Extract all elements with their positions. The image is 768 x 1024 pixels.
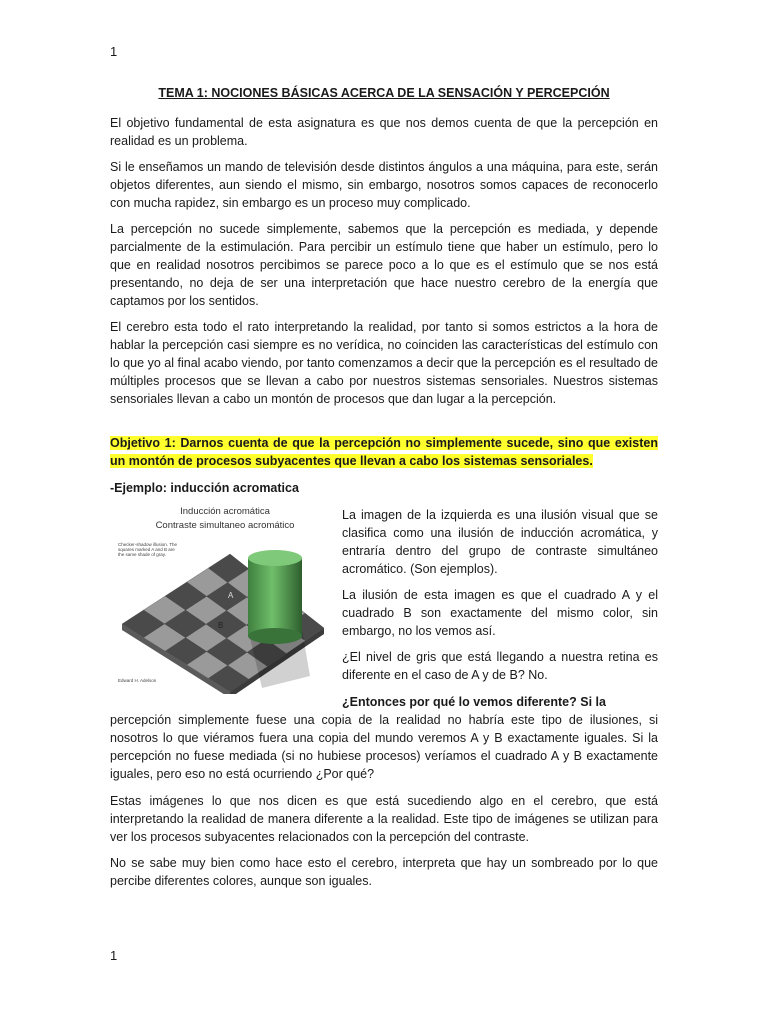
- page-number-top: 1: [110, 44, 118, 59]
- paragraph-brain-interprets: El cerebro esta todo el rato interpretando la realidad, por tanto si somos estrictos a la hora de hablar la percepción casi siempre es no verídica, no coinciden las características del estímulo con lo que yo al final acabo viendo, por tanto comenzamos a decir que la percepción es el resultado de múltiples procesos que se llevan a cabo por nuestros sistemas sensoriales. Nuestros sistemas sensoriales llevan a cabo un montón de procesos que dan lugar a la percepción.: [110, 320, 658, 406]
- document-title: TEMA 1: NOCIONES BÁSICAS ACERCA DE LA SENSACIÓN Y PERCEPCIÓN: [158, 86, 610, 100]
- page-number-bottom: 1: [110, 948, 118, 963]
- objective-highlight: Objetivo 1: Darnos cuenta de que la percepción no simplemente sucede, sino que existen un montón de procesos subyacentes que llevan a cabo los sistemas sensoriales.: [110, 436, 658, 468]
- paragraph-shading: No se sabe muy bien como hace esto el cerebro, interpreta que hay un sombreado por lo que percibe diferentes colores, aunque son iguales.: [110, 856, 658, 888]
- example-heading: -Ejemplo: inducción acromatica: [110, 481, 299, 495]
- paragraph-brain-interpretation: Estas imágenes lo que nos dicen es que está sucediendo algo en el cerebro, que está interpretando la realidad de manera diferente a la realidad. Este tipo de imágenes se utilizan para ver los procesos subyacentes relacionados con la percepción del contraste.: [110, 794, 658, 844]
- green-cylinder: [248, 558, 302, 636]
- paragraph-gray-level-question: ¿El nivel de gris que está llegando a nuestra retina es diferente en el caso de A y de B? No.: [342, 650, 658, 682]
- figure-caption-subtitle: Contraste simultaneo acromático: [155, 520, 295, 531]
- square-a-label: A: [228, 591, 234, 600]
- paragraph-tv-remote: Si le enseñamos un mando de televisión desde distintos ángulos a una máquina, para este, serán objetos diferentes, aun siendo el mismo, sin embargo, nosotros somos capaces de reconocerlo con mucha rapidez, sin embargo es un proceso muy complicado.: [110, 160, 658, 210]
- checker-shadow-illusion-figure: [110, 502, 340, 694]
- paragraph-why-different: percepción simplemente fuese una copia de la realidad no habría este tipo de ilusiones, si nosotros lo que viéramos fuera una copia del mundo veremos A y B exactamente iguales. Si la percepción no fuese mediada (si no hubiese procesos) veríamos el cuadrado A y B exactamente iguales, pero eso no está ocurriendo ¿Por qué?: [110, 713, 658, 781]
- paragraph-illusion-classification: La imagen de la izquierda es una ilusión visual que se clasifica como una ilusión de inducción acromática, y entraría dentro del grupo de contraste simultáneo acromático. (Son ejemplos).: [342, 508, 658, 576]
- checkerboard-image: [110, 502, 340, 694]
- figure-note: Checker-shadow illusion. The squares marked A and B are the same shade of gray.: [118, 542, 177, 557]
- paragraph-perception-mediated: La percepción no sucede simplemente, sabemos que la percepción es mediada, y depende parcialmente de la estimulación. Para percibir un estímulo tiene que haber un estímulo, pero lo que en realidad nosotros percibimos se parece poco a lo que es el estímulo que se nos está presentando, no deja de ser una interpretación que hace nuestro cerebro de la energía que captamos por los sentidos.: [110, 222, 658, 308]
- paragraph-why-different-start: ¿Entonces por qué lo vemos diferente? Si la: [342, 695, 606, 709]
- figure-caption-title: Inducción acromática: [180, 506, 270, 517]
- figure-credit: Edward H. Adelson: [118, 678, 157, 683]
- paragraph-objective-intro: El objetivo fundamental de esta asignatura es que nos demos cuenta de que la percepción en realidad es un problema.: [110, 116, 658, 148]
- square-b-label: B: [218, 621, 224, 630]
- paragraph-illusion-description: La ilusión de esta imagen es que el cuadrado A y el cuadrado B son exactamente del mismo color, sin embargo, no los vemos así.: [342, 588, 658, 638]
